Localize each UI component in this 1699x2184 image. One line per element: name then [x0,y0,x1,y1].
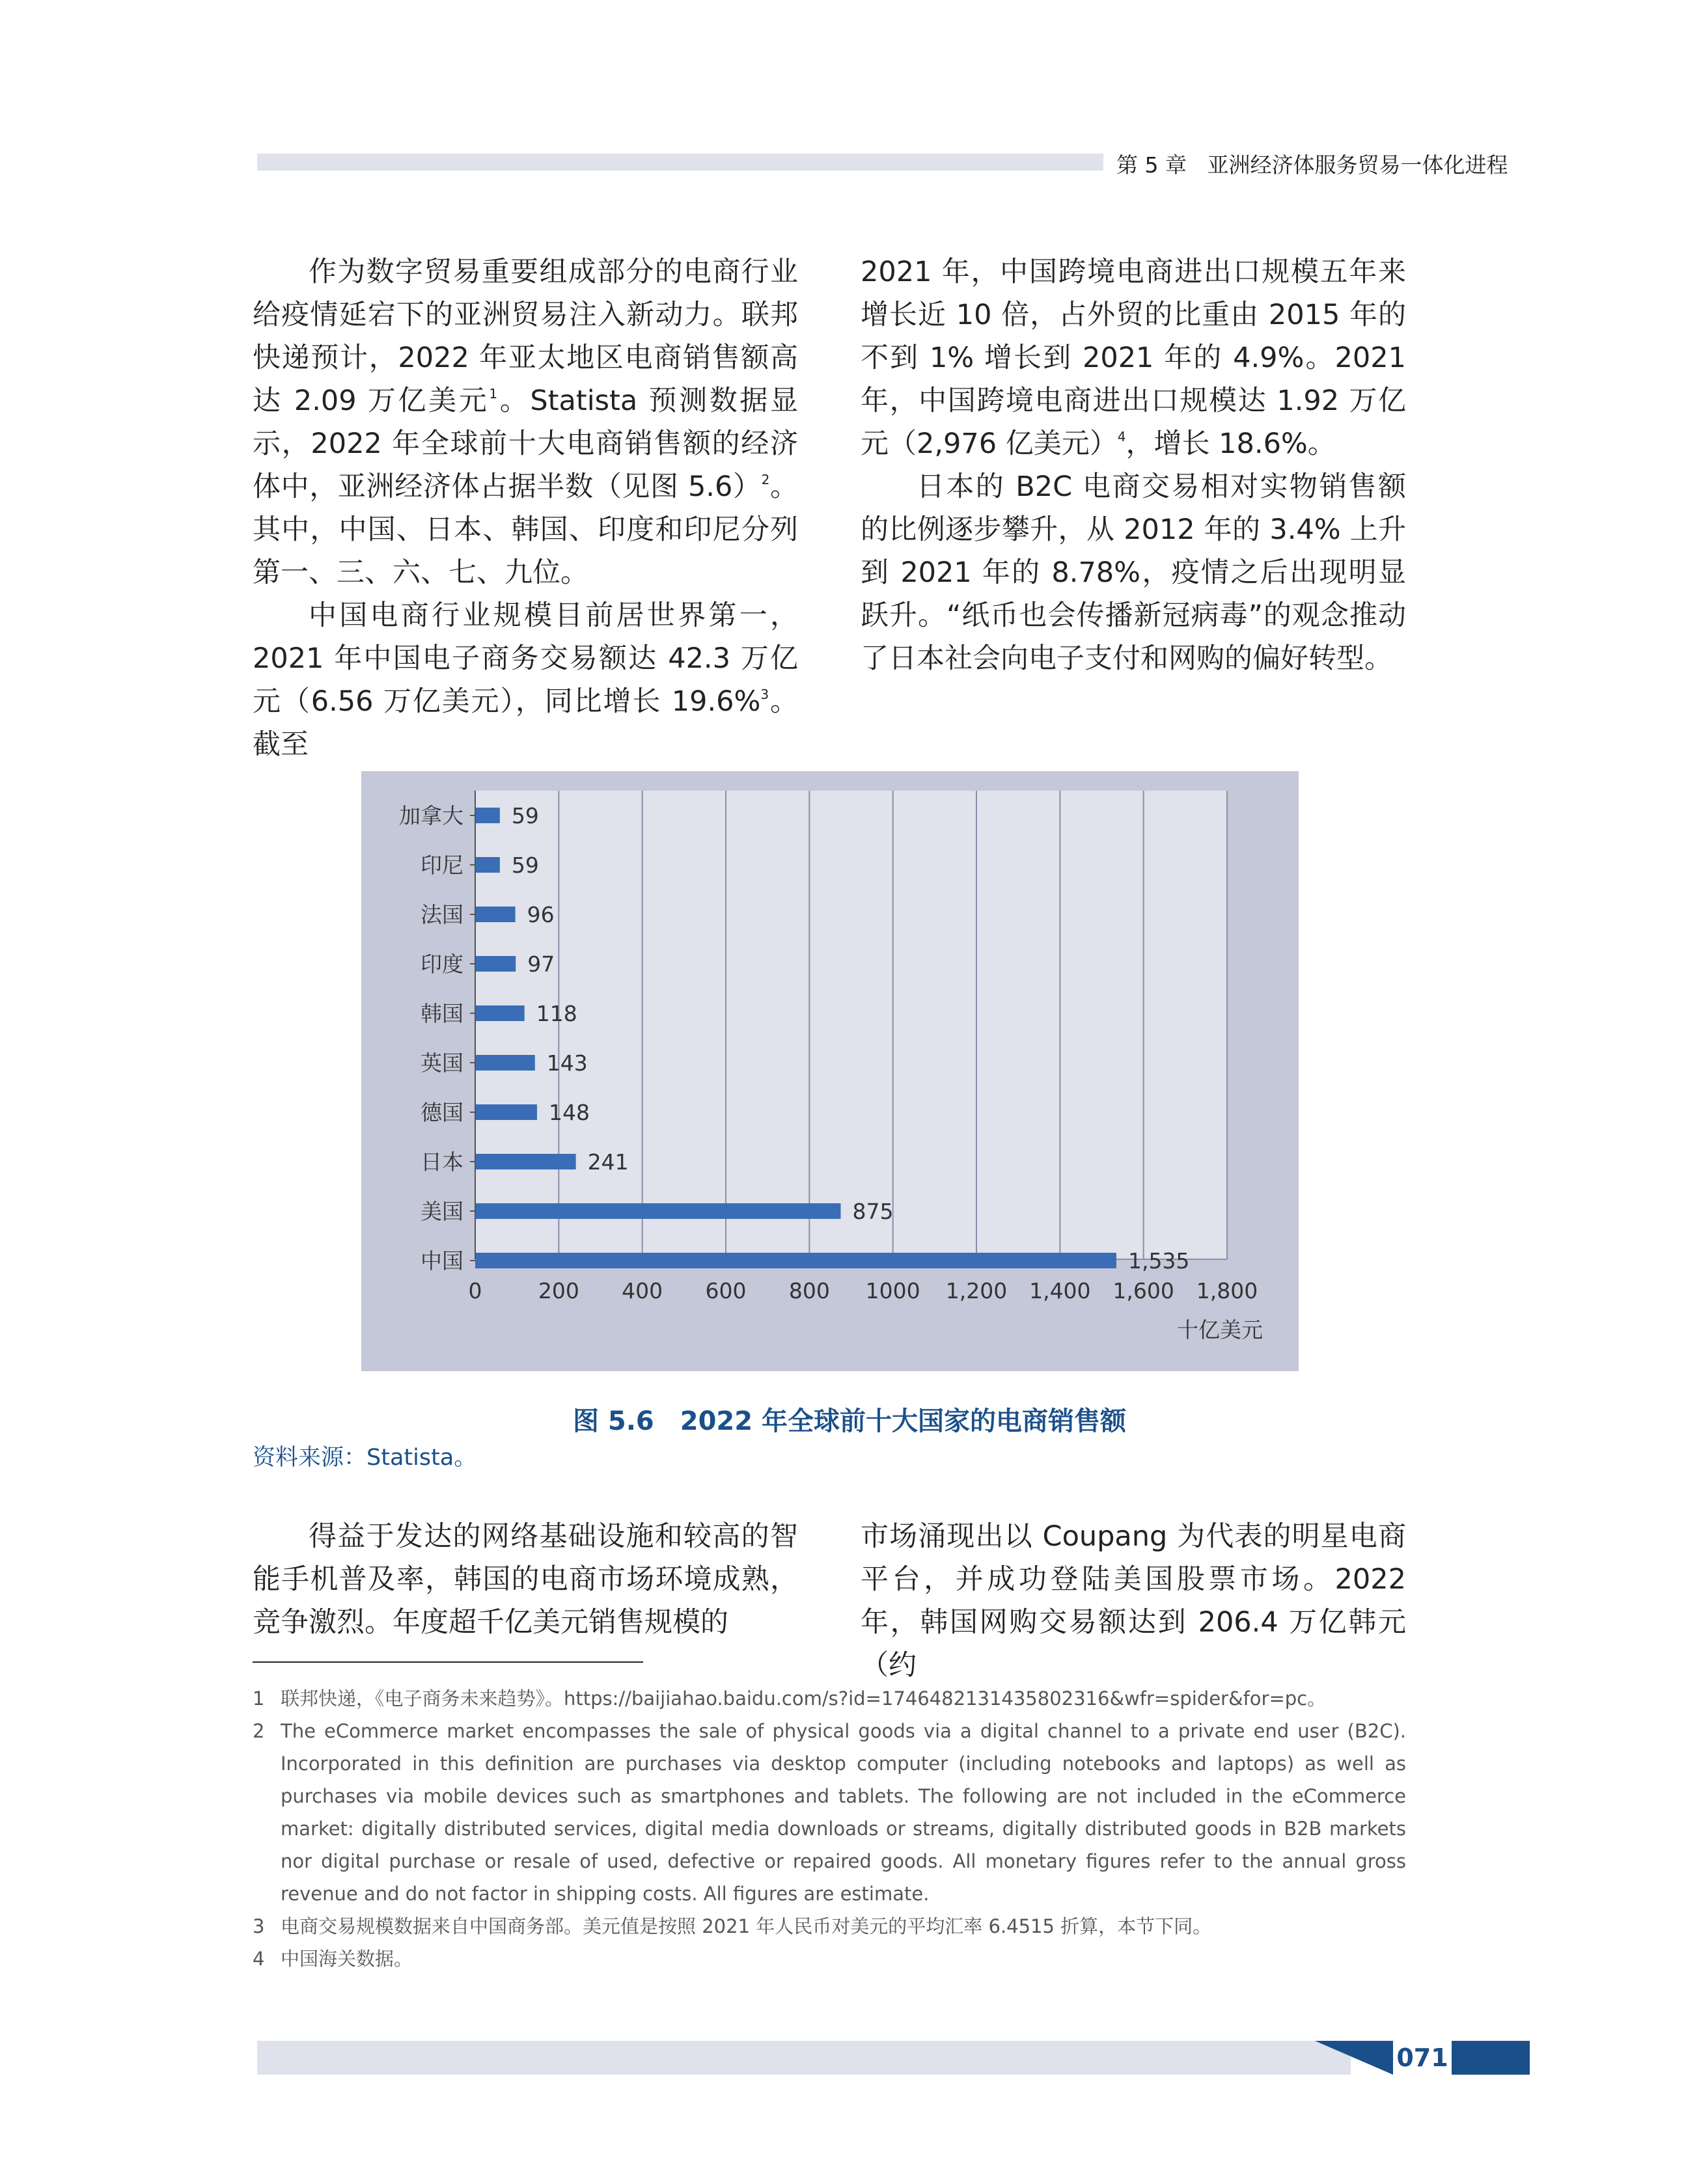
data-label: 97 [527,951,555,977]
data-label: 59 [511,803,539,828]
category-label: 英国 [421,1050,463,1076]
data-label: 118 [536,1001,577,1026]
bar [475,1253,1116,1268]
category-label: 德国 [421,1100,463,1125]
bar [475,1104,537,1120]
category-label: 美国 [421,1199,463,1224]
paragraph-ecommerce-asia: 作为数字贸易重要组成部分的电商行业给疫情延宕下的亚洲贸易注入新动力。联邦快递预计，2022 年亚太地区电商销售额高达 2.09 万亿美元$^1$。Statista 预测数据显示，2022 年全球前十大电商销售额的经济体中，亚洲经济体占据半数（见图 5.6）$^2$。其中，中国、日本、韩国、印度和印尼分列第一、三、六、七、九位。 [253,256,799,589]
category-label: 日本 [421,1149,463,1175]
x-tick-label: 0 [468,1278,482,1304]
x-tick-label: 1000 [865,1278,920,1304]
category-label: 中国 [421,1248,463,1274]
bar [475,1154,576,1169]
data-label: 148 [548,1100,590,1125]
x-tick-label: 1,400 [1029,1278,1091,1304]
data-label: 1,535 [1127,1248,1190,1274]
x-tick-label: 600 [705,1278,747,1304]
bottom-left-column [253,1515,798,1644]
bar [475,1055,535,1071]
footnote-ref-4: 4 [1117,429,1126,444]
footnote-2: 2 The eCommerce market encompasses the sale of physical goods via a digital channel to a private end user (B2C). Incorporated in this definition are purchases via desktop computer (including notebooks and laptops) as well as purchases via mobile devices such as smartphones and tablets. The following are not included in the eCommerce market: digitally distributed services, digital media downloads or streams, digitally distributed goods in B2B markets nor digital purchase or resale of used, defective or repaired goods. All monetary figures refer to the annual gross revenue and do not factor in shipping costs. All figures are estimate. [253,1720,1406,1905]
footnote-3: 3 电商交易规模数据来自中国商务部。美元值是按照 2021 年人民币对美元的平均汇率 6.4515 折算，本节下同。 [253,1915,1212,1937]
category-label: 法国 [421,902,463,927]
data-label: 241 [587,1149,629,1175]
data-label: 143 [546,1050,588,1076]
x-tick-label: 200 [538,1278,579,1304]
paragraph-china-ecommerce: 中国电商行业规模目前居世界第一，2021 年中国电子商务交易额达 42.3 万亿元（6.56 万亿美元），同比增长 19.6%$^3$。截至 [253,599,798,761]
chapter-title: 亚洲经济体服务贸易一体化进程 [1207,152,1508,178]
data-label: 59 [511,853,539,878]
header-bar [257,154,1103,171]
x-tick-label: 800 [788,1278,830,1304]
top-left-column [253,251,798,766]
footnote-1: 1 联邦快递，《电子商务未来趋势》。https://baijiahao.baidu.com/s?id=1746482131435802316&wfr=spider&for=pc。 [253,1687,1327,1710]
x-tick-label: 400 [622,1278,663,1304]
page-number: 071 [1393,2041,1452,2075]
figure-source: 资料来源：Statista。 [253,1445,477,1471]
x-axis-title: 十亿美元 [1177,1317,1263,1343]
bar [475,907,516,922]
bar [475,808,500,823]
x-tick-label: 1,200 [945,1278,1008,1304]
data-label: 875 [852,1199,894,1224]
chart-svg [361,771,1299,1371]
x-tick-label: 1,800 [1196,1278,1258,1304]
category-label: 印尼 [421,853,463,878]
footnote-4: 4 中国海关数据。 [253,1948,413,1970]
category-label: 印度 [421,951,463,977]
figure-caption: 图 5.6 2022 年全球前十大国家的电商销售额 [572,1406,1127,1436]
footer-accent [1315,2041,1393,2075]
bar [475,1203,840,1219]
top-right-column [861,251,1406,680]
footnote-ref-2: 2 [761,472,770,487]
category-label: 韩国 [421,1001,463,1026]
paragraph-cross-border: 2021 年，中国跨境电商进出口规模五年来增长近 10 倍，占外贸的比重由 2015 年的不到 1% 增长到 2021 年的 4.9%。2021 年，中国跨境电商进出口规模达 1.92 万亿元（2,976 亿美元）$^4$，增长 18.6%。 [861,256,1406,460]
footnote-rule [253,1661,643,1663]
category-label: 加拿大 [399,803,463,828]
running-header [1116,148,1508,179]
bar [475,956,516,972]
footnotes [253,1682,1406,1975]
paragraph-korea: 得益于发达的网络基础设施和较高的智能手机普及率，韩国的电商市场环境成熟，竞争激烈。年度超千亿美元销售规模的 [253,1520,798,1639]
footnote-ref-3: 3 [760,687,769,702]
bar [475,857,500,873]
paragraph-coupang: 市场涌现出以 Coupang 为代表的明星电商平台，并成功登陆美国股票市场。2022 年，韩国网购交易额达到 206.4 万亿韩元（约 [861,1520,1406,1682]
bar-chart [361,771,1299,1371]
chapter-number: 第 5 章 [1116,152,1187,178]
plot-area [475,791,1227,1259]
footnote-ref-1: 1 [489,386,498,402]
bar [475,1005,525,1021]
footer-block [1452,2041,1530,2075]
data-label: 96 [527,902,555,927]
x-tick-label: 1,600 [1112,1278,1174,1304]
footer-bar [257,2041,1351,2075]
paragraph-japan-b2c: 日本的 B2C 电商交易相对实物销售额的比例逐步攀升，从 2012 年的 3.4% 上升到 2021 年的 8.78%，疫情之后出现明显跃升。“纸币也会传播新冠病毒”的观念推动了日本社会向电子支付和网购的偏好转型。 [861,471,1406,675]
bottom-right-column [861,1515,1406,1687]
